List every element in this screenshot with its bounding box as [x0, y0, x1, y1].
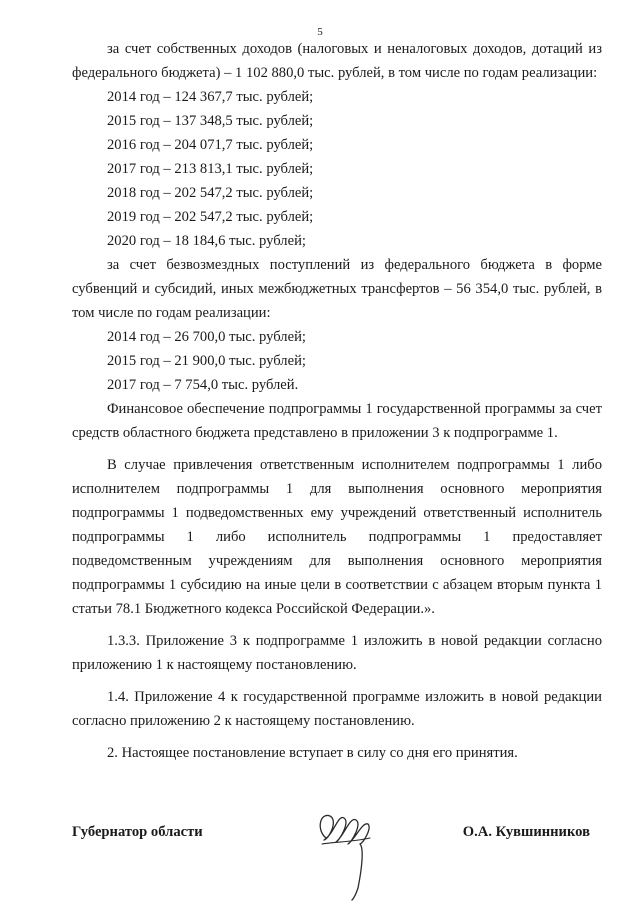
page-number: 5 [317, 26, 323, 38]
year-line: 2015 год – 137 348,5 тыс. рублей; [107, 113, 314, 129]
handwritten-signature [312, 808, 382, 903]
paragraph-own-income: за счет собственных доходов (налоговых и неналоговых доходов, дотаций из федерального бюджета) – 1 102 880,0 тыс. рублей, в том числе по годам реализации: [72, 41, 602, 81]
paragraph-item-1-3-3: 1.3.3. Приложение 3 к подпрограмме 1 изложить в новой редакции согласно приложению 1 к настоящему постановлению. [72, 633, 602, 673]
federal-years-list [72, 325, 602, 397]
paragraph-subsidy: В случае привлечения ответственным исполнителем подпрограммы 1 либо исполнителем подпрограммы 1 для выполнения основного мероприятия подпрограммы 1 подведомственных ему учреждений ответственный исполнитель подпрограммы 1 либо исполнитель подпрограммы 1 предоставляет подведомственным учреждениям для выполнения основного мероприятия подпрограммы 1 субсидию на иные цели в соответствии с абзацем вторым пункта 1 статьи 78.1 Бюджетного кодекса Российской Федерации.». [72, 457, 602, 617]
year-line: 2015 год – 21 900,0 тыс. рублей; [107, 353, 306, 369]
year-line: 2014 год – 26 700,0 тыс. рублей; [107, 329, 306, 345]
year-line: 2014 год – 124 367,7 тыс. рублей; [107, 89, 314, 105]
year-line: 2017 год – 7 754,0 тыс. рублей. [107, 377, 299, 393]
signatory-name: О.А. Кувшинников [462, 824, 590, 840]
paragraph-federal: за счет безвозмездных поступлений из федерального бюджета в форме субвенций и субсидий, иных межбюджетных трансфертов – 56 354,0 тыс. рублей, в том числе по годам реализации: [72, 257, 602, 321]
year-line: 2017 год – 213 813,1 тыс. рублей; [107, 161, 314, 177]
year-line: 2016 год – 204 071,7 тыс. рублей; [107, 137, 314, 153]
year-line: 2019 год – 202 547,2 тыс. рублей; [107, 209, 314, 225]
signature-block [72, 818, 602, 898]
paragraph-item-1-4: 1.4. Приложение 4 к государственной программе изложить в новой редакции согласно приложению 2 к настоящему постановлению. [72, 689, 602, 729]
year-line: 2020 год – 18 184,6 тыс. рублей; [107, 233, 306, 249]
document-body [72, 37, 602, 765]
paragraph-item-2: 2. Настоящее постановление вступает в силу со дня его принятия. [107, 745, 518, 761]
paragraph-financing: Финансовое обеспечение подпрограммы 1 государственной программы за счет средств областного бюджета представлено в приложении 3 к подпрограмме 1. [72, 401, 602, 441]
year-line: 2018 год – 202 547,2 тыс. рублей; [107, 185, 314, 201]
own-income-years-list [72, 85, 602, 253]
signatory-position: Губернатор области [72, 824, 203, 840]
